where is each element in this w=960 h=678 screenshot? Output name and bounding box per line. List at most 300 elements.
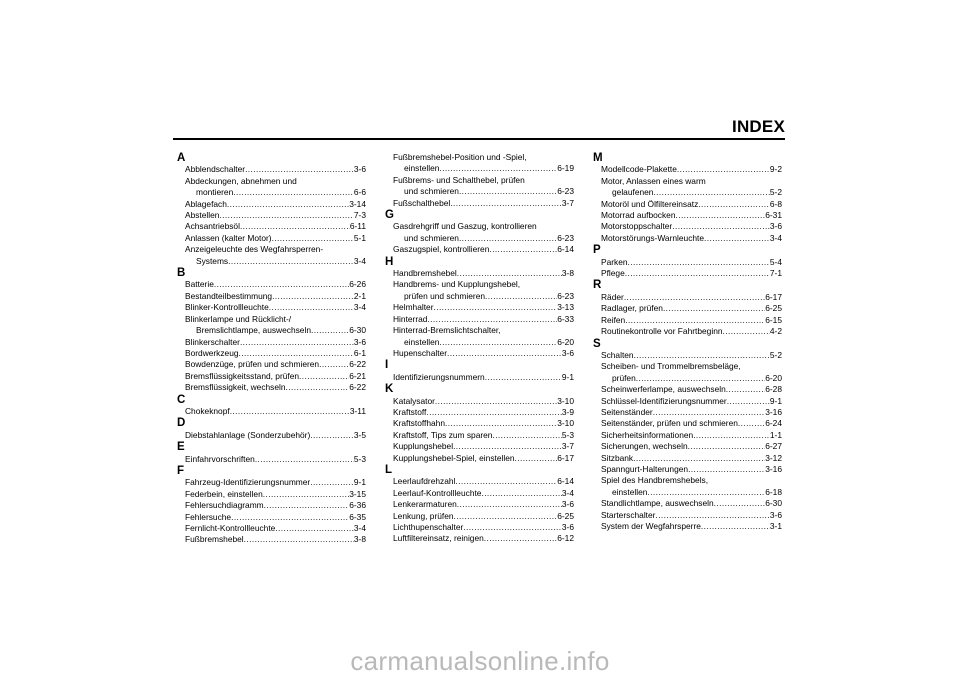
index-entry	[593, 498, 782, 509]
index-entry	[385, 476, 574, 487]
index-entry	[177, 477, 366, 488]
index-term: und schmieren	[404, 186, 459, 197]
page-number: 9-2	[769, 164, 782, 175]
index-entry-line	[601, 199, 782, 210]
index-entry-line	[601, 176, 782, 187]
section-letter: F	[177, 464, 185, 477]
index-entry	[385, 348, 574, 359]
page-number: 3-4	[561, 487, 574, 498]
section-letter: A	[177, 152, 186, 164]
page-number: 6-20	[557, 336, 574, 347]
dot-leader	[231, 512, 349, 523]
index-entry-line	[393, 476, 574, 487]
dot-leader	[727, 396, 770, 407]
index-term: Helmhalter	[393, 302, 434, 313]
index-term: Seitenständer	[601, 406, 653, 417]
index-term: Radlager, prüfen	[601, 303, 663, 314]
index-entry-line	[185, 199, 366, 210]
dot-leader	[515, 453, 558, 464]
page-number: 3-4	[353, 523, 366, 533]
index-term: System der Wegfahrsperre	[601, 521, 701, 531]
page-number: 6-14	[557, 476, 574, 487]
index-term: Kraftstoff	[393, 406, 427, 417]
index-term: und schmieren	[404, 232, 459, 243]
index-entry-line	[601, 292, 782, 303]
index-entry-line	[601, 453, 782, 464]
index-term: Kupplungshebel-Spiel, einstellen	[393, 452, 515, 463]
dot-leader	[624, 292, 765, 303]
dot-leader	[426, 407, 562, 418]
index-entry-line	[185, 221, 366, 232]
index-entry-line	[601, 441, 782, 452]
page-number: 6-23	[557, 290, 574, 301]
section-letter: C	[177, 393, 186, 406]
page-number: 6-27	[765, 441, 782, 452]
index-term: einstellen	[404, 163, 440, 174]
page-number: 3-6	[561, 347, 574, 358]
index-entry	[593, 315, 782, 326]
section-letter: E	[177, 441, 185, 454]
index-entry	[593, 418, 782, 429]
index-entry	[177, 500, 366, 511]
index-entry	[593, 384, 782, 395]
index-entry-line	[185, 382, 366, 393]
index-term: Schlüssel-Identifizierungsnummer	[601, 395, 727, 406]
dot-leader	[264, 500, 350, 511]
index-term: Bordwerkzeug	[185, 347, 239, 358]
page-number: 3-10	[557, 395, 574, 406]
index-entry	[177, 359, 366, 370]
index-entry-line	[601, 464, 782, 475]
page-number: 6-30	[349, 325, 366, 336]
index-entry-line	[393, 418, 574, 429]
index-entry-line	[601, 418, 782, 429]
index-term: Blinkerlampe und Rücklicht-/	[185, 313, 292, 324]
index-term: Bremsflüssigkeitsstand, prüfen	[185, 370, 300, 381]
index-term: Spanngurt-Halterungen	[601, 463, 689, 474]
dot-leader	[489, 244, 557, 255]
dot-leader	[245, 164, 354, 175]
index-entry-line	[601, 396, 782, 407]
page-number: 3-15	[349, 488, 366, 499]
index-term: Identifizierungsnummern	[393, 371, 485, 382]
page-number: 6-35	[349, 511, 366, 522]
index-term: Starterschalter	[601, 509, 656, 520]
dot-leader	[628, 257, 770, 268]
index-entry-line	[185, 406, 366, 417]
index-term: Parken	[601, 256, 628, 267]
dot-leader	[310, 477, 354, 488]
page-number: 3-16	[765, 406, 782, 417]
index-entry	[593, 233, 782, 244]
index-entry	[385, 522, 574, 533]
index-entry	[177, 337, 366, 348]
page-number: 7-1	[769, 268, 782, 279]
section-letter: L	[385, 463, 393, 476]
section-letter: G	[385, 209, 394, 222]
index-term: Fernlicht-Kontrollleuchte	[185, 523, 276, 533]
index-entry	[177, 406, 366, 417]
page-number: 9-1	[769, 395, 782, 406]
page-number: 6-11	[349, 221, 366, 232]
dot-leader	[457, 499, 562, 510]
dot-leader	[726, 384, 765, 395]
dot-leader	[447, 348, 562, 359]
page-number: 3-6	[769, 221, 782, 232]
dot-leader	[653, 407, 766, 418]
index-entry	[593, 521, 782, 532]
dot-leader	[676, 210, 766, 221]
index-term: Handbrems- und Kupplungshebel,	[393, 279, 521, 290]
page-number: 3-6	[353, 164, 366, 175]
dot-leader	[263, 489, 349, 500]
index-entry	[593, 475, 782, 498]
index-term: Motor, Anlassen eines warm	[601, 175, 706, 186]
page-number: 3-6	[561, 522, 574, 532]
dot-leader	[457, 268, 562, 279]
dot-leader	[275, 523, 354, 534]
index-entry	[385, 511, 574, 522]
index-entry	[177, 534, 366, 545]
page-number: 5-2	[769, 187, 782, 198]
page-number: 2-1	[353, 290, 366, 301]
index-column-2	[385, 152, 574, 545]
page-number: 3-6	[353, 336, 366, 347]
dot-leader	[663, 303, 765, 314]
page-number: 3-10	[557, 418, 574, 429]
index-entry	[177, 302, 366, 313]
page-number: 5-1	[353, 232, 366, 243]
index-term: Kupplungshebel	[393, 441, 454, 452]
index-term: Bremslichtlampe, auswechseln	[196, 325, 311, 336]
index-entry-line	[393, 268, 574, 279]
index-entry	[593, 350, 782, 361]
page-number: 3-6	[561, 499, 574, 510]
page-number: 1-1	[769, 429, 782, 440]
dot-leader	[427, 314, 557, 325]
page-title: INDEX	[732, 117, 785, 136]
index-entry-line	[393, 407, 574, 418]
section-letter: D	[177, 417, 186, 430]
index-entry	[177, 371, 366, 382]
index-entry	[593, 292, 782, 303]
index-entry-line	[393, 198, 574, 209]
page-number: 6-21	[349, 370, 366, 381]
dot-leader	[239, 348, 354, 359]
index-term: Abstellen	[185, 210, 220, 221]
page-number: 6-22	[349, 359, 366, 370]
index-entry-line	[393, 441, 574, 452]
index-term: Schalten	[601, 349, 634, 360]
dot-leader	[704, 233, 770, 244]
index-entry-line	[393, 221, 574, 232]
page-number: 6-26	[349, 279, 366, 290]
index-entry-line	[185, 430, 366, 441]
index-entry-line	[601, 315, 782, 326]
index-entry	[593, 199, 782, 210]
index-entry	[385, 488, 574, 499]
index-entry-line	[393, 337, 574, 348]
index-term: Anlassen (kalter Motor)	[185, 232, 272, 243]
page-number: 3-13	[557, 302, 574, 313]
index-entry-line	[393, 314, 574, 325]
dot-leader	[219, 210, 353, 221]
dot-leader	[484, 533, 557, 544]
index-entry	[385, 441, 574, 452]
dot-leader	[244, 534, 354, 545]
index-entry-line	[185, 302, 366, 313]
dot-leader	[214, 279, 349, 290]
page-number: 6-17	[557, 452, 574, 463]
index-entry-line	[185, 337, 366, 348]
index-term: Fahrzeug-Identifizierungsnummer	[185, 477, 311, 488]
dot-leader	[255, 454, 354, 465]
dot-leader	[228, 256, 354, 267]
index-entry	[385, 175, 574, 198]
index-term: Fußschalthebel	[393, 197, 451, 208]
index-term: Räder	[601, 291, 624, 302]
index-term: Pflege	[601, 268, 625, 279]
dot-leader	[701, 521, 770, 532]
index-entry	[593, 164, 782, 175]
index-entry-line	[393, 488, 574, 499]
index-term: Systems	[196, 255, 229, 266]
index-term: Lichthupenschalter	[393, 522, 464, 532]
index-entry	[593, 441, 782, 452]
dot-leader	[677, 164, 770, 175]
index-term: Sicherungen, wechseln	[601, 441, 688, 452]
index-term: Scheiben- und Trommelbremsbeläge,	[601, 361, 741, 372]
page-number: 3-9	[561, 406, 574, 417]
page-number: 5-4	[769, 256, 782, 267]
index-term: Kraftstoffhahn	[393, 418, 445, 429]
page-number: 7-3	[353, 210, 366, 221]
dot-leader	[459, 186, 557, 197]
index-entry	[177, 489, 366, 500]
dot-leader	[485, 291, 557, 302]
index-entry-line	[185, 210, 366, 221]
dot-leader	[272, 291, 354, 302]
index-term: Abblendschalter	[185, 164, 246, 175]
section-letter: K	[385, 383, 394, 396]
index-entry-line	[393, 302, 574, 313]
page-number: 3-7	[561, 197, 574, 208]
index-entry	[177, 512, 366, 523]
index-entry-line	[393, 186, 574, 197]
index-entry	[177, 233, 366, 244]
index-term: Hinterrad	[393, 313, 428, 324]
index-term: Chokeknopf	[185, 405, 230, 416]
index-entry-line	[185, 512, 366, 523]
index-entry-line	[393, 372, 574, 383]
index-entry	[385, 372, 574, 383]
dot-leader	[311, 325, 349, 336]
page-number: 3-6	[769, 509, 782, 520]
index-term: einstellen	[612, 486, 648, 497]
index-entry	[385, 221, 574, 244]
dot-leader	[634, 350, 770, 361]
dot-leader	[455, 476, 557, 487]
page-number: 6-23	[557, 232, 574, 243]
index-term: Modellcode-Plakette	[601, 164, 677, 175]
index-term: Motorstoppschalter	[601, 221, 673, 232]
dot-leader	[459, 233, 557, 244]
index-term: Kraftstoff, Tips zum sparen	[393, 429, 493, 440]
dot-leader	[698, 199, 770, 210]
section-letter: H	[385, 255, 394, 268]
index-entry-line	[601, 430, 782, 441]
index-term: Lenkerarmaturen	[393, 499, 457, 510]
index-term: Luftfiltereinsatz, reinigen	[393, 533, 484, 544]
index-entry	[385, 499, 574, 510]
page-number: 3-16	[765, 463, 782, 474]
page-number: 9-1	[353, 477, 366, 488]
page-number: 6-22	[349, 382, 366, 393]
page-number: 6-14	[557, 244, 574, 255]
index-term: Lenkung, prüfen	[393, 510, 454, 521]
index-entry	[385, 314, 574, 325]
page-number: 3-7	[561, 441, 574, 452]
index-entry-line	[185, 371, 366, 382]
index-entry-line	[185, 187, 366, 198]
index-term: Blinker-Kontrollleuchte	[185, 302, 269, 313]
page-number: 6-18	[765, 486, 782, 497]
index-entry-line	[601, 233, 782, 244]
index-entry-line	[601, 268, 782, 279]
page-number: 3-12	[765, 452, 782, 463]
dot-leader	[714, 498, 766, 509]
dot-leader	[450, 198, 562, 209]
index-term: Handbremshebel	[393, 268, 457, 279]
index-entry-line	[185, 256, 366, 267]
dot-leader	[240, 337, 354, 348]
index-entry-line	[393, 233, 574, 244]
page-number: 3-4	[769, 232, 782, 243]
index-entry	[385, 418, 574, 429]
index-entry	[593, 326, 782, 337]
index-entry-line	[185, 291, 366, 302]
index-entry-line	[601, 164, 782, 175]
page-number: 3-5	[353, 429, 366, 440]
index-entry-line	[185, 348, 366, 359]
page-number: 6-25	[557, 510, 574, 521]
page-number: 9-1	[561, 371, 574, 382]
page-number: 5-3	[561, 429, 574, 440]
index-term: Bestandteilbestimmung	[185, 290, 273, 301]
index-term: Hinterrad-Bremslichtschalter,	[393, 325, 501, 336]
title-rule	[173, 138, 785, 140]
dot-leader	[435, 396, 557, 407]
watermark: carmanualsonline.info	[350, 646, 610, 676]
index-entry	[385, 453, 574, 464]
index-entry-line	[185, 359, 366, 370]
index-entry-line	[185, 176, 366, 187]
dot-leader	[738, 418, 765, 429]
section-letter: B	[177, 267, 186, 280]
dot-leader	[445, 418, 557, 429]
dot-leader	[672, 221, 770, 232]
index-entry	[177, 523, 366, 534]
page-number: 3-8	[353, 534, 366, 545]
index-entry	[177, 279, 366, 290]
index-entry-line	[601, 475, 782, 486]
dot-leader	[647, 487, 765, 498]
section-letter: R	[593, 279, 602, 292]
index-entry-line	[393, 453, 574, 464]
page-number: 3-4	[353, 302, 366, 313]
page-number: 6-25	[765, 303, 782, 314]
index-entry	[385, 407, 574, 418]
index-entry	[177, 348, 366, 359]
index-entry-line	[601, 510, 782, 521]
index-entry-line	[185, 500, 366, 511]
page-number: 6-8	[769, 198, 782, 209]
index-entry-line	[185, 325, 366, 336]
index-entry	[177, 454, 366, 465]
index-term: Batterie	[185, 279, 214, 290]
index-entry-line	[393, 533, 574, 544]
index-entry-line	[601, 384, 782, 395]
index-term: Spiel des Handbremshebels,	[601, 475, 709, 486]
index-entry	[593, 510, 782, 521]
dot-leader	[310, 430, 354, 441]
index-term: Scheinwerferlampe, auswechseln	[601, 384, 726, 395]
page-number: 3-4	[353, 255, 366, 266]
index-entry-line	[185, 279, 366, 290]
dot-leader	[463, 522, 562, 533]
dot-leader	[439, 337, 557, 348]
dot-leader	[688, 441, 766, 452]
page-number: 6-17	[765, 291, 782, 302]
page-number: 6-28	[765, 384, 782, 395]
index-entry	[593, 407, 782, 418]
dot-leader	[693, 430, 770, 441]
page-number: 6-36	[349, 500, 366, 511]
index-entry-line	[601, 407, 782, 418]
dot-leader	[240, 221, 350, 232]
dot-leader	[454, 511, 558, 522]
index-entry-line	[185, 477, 366, 488]
index-entry-line	[393, 396, 574, 407]
page-number: 6-1	[353, 347, 366, 358]
dot-leader	[269, 302, 354, 313]
index-entry-line	[185, 314, 366, 325]
index-entry-line	[393, 511, 574, 522]
index-term: Leerlaufdrehzahl	[393, 476, 456, 487]
dot-leader	[492, 430, 561, 441]
index-term: Diebstahlanlage (Sonderzubehör)	[185, 429, 311, 440]
index-entry	[593, 303, 782, 314]
index-term: Motorrad aufbocken	[601, 210, 676, 221]
page-number: 4-2	[769, 326, 782, 337]
index-term: Fehlersuche	[185, 511, 232, 522]
index-entry	[385, 279, 574, 302]
dot-leader	[485, 372, 562, 383]
dot-leader	[319, 359, 349, 370]
index-term: Bremsflüssigkeit, wechseln	[185, 382, 286, 393]
index-term: Motoröl und Ölfiltereinsatz	[601, 198, 699, 209]
dot-leader	[299, 371, 349, 382]
index-term: prüfen	[612, 372, 636, 383]
index-term: Fußbrems- und Schalthebel, prüfen	[393, 174, 525, 185]
dot-leader	[481, 488, 561, 499]
index-entry	[177, 244, 366, 267]
index-entry-line	[185, 454, 366, 465]
index-entry	[385, 152, 574, 175]
section-letter: I	[385, 359, 389, 372]
index-entry-line	[601, 187, 782, 198]
page-number: 6-33	[557, 313, 574, 324]
